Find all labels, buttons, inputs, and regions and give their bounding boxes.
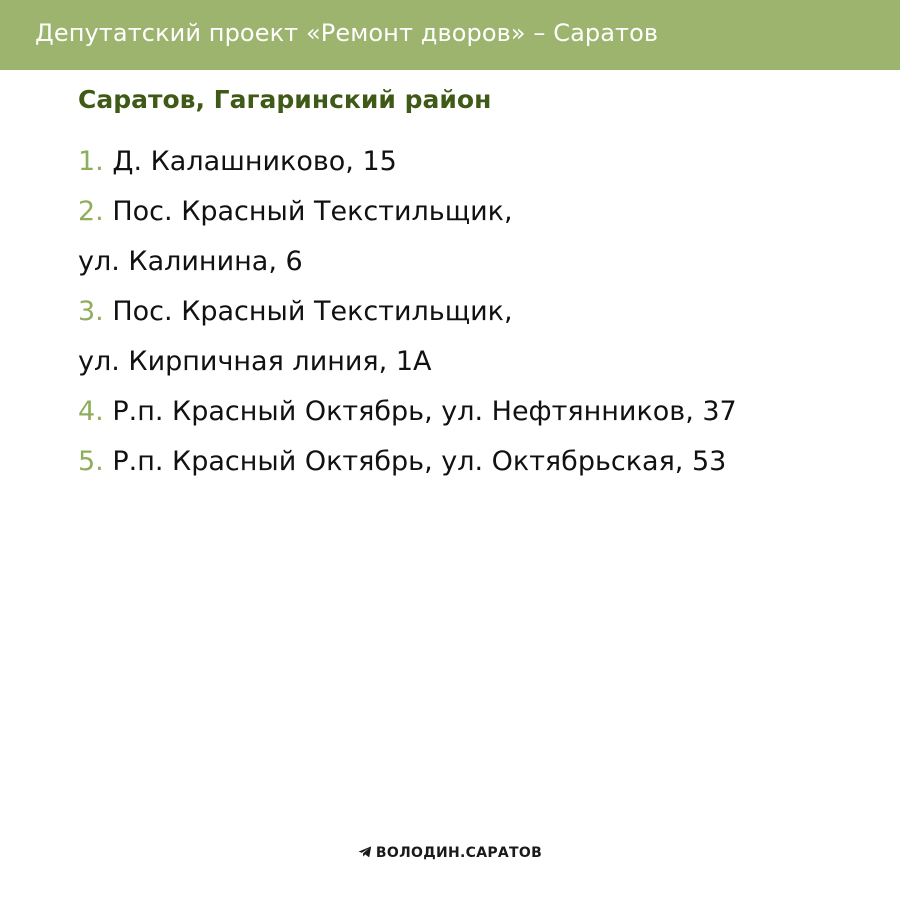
header-title: Депутатский проект «Ремонт дворов» – Саратов bbox=[35, 19, 659, 47]
address-text: Пос. Красный Текстильщик, bbox=[112, 196, 513, 227]
address-item-1 bbox=[78, 146, 397, 177]
address-text: Р.п. Красный Октябрь, ул. Октябрьская, 53 bbox=[112, 446, 727, 477]
address-number: 5. bbox=[78, 446, 104, 477]
address-text: Пос. Красный Текстильщик, bbox=[112, 296, 513, 327]
address-text: ул. Кирпичная линия, 1А bbox=[78, 346, 432, 377]
address-text: Д. Калашниково, 15 bbox=[112, 146, 397, 177]
address-item-2-continuation bbox=[78, 246, 303, 277]
address-item-3-continuation bbox=[78, 346, 432, 377]
address-text: Р.п. Красный Октябрь, ул. Нефтянников, 37 bbox=[112, 396, 737, 427]
footer-brand bbox=[0, 845, 900, 861]
header-band bbox=[0, 0, 900, 70]
district-title: Саратов, Гагаринский район bbox=[78, 85, 492, 114]
address-number: 1. bbox=[78, 146, 104, 177]
address-item-5 bbox=[78, 446, 726, 477]
address-item-4 bbox=[78, 396, 737, 427]
footer-brand-text: ВОЛОДИН.САРАТОВ bbox=[375, 845, 543, 861]
address-text: ул. Калинина, 6 bbox=[78, 246, 303, 277]
telegram-plane-icon bbox=[358, 846, 372, 858]
address-item-2 bbox=[78, 196, 513, 227]
address-number: 3. bbox=[78, 296, 104, 327]
address-number: 4. bbox=[78, 396, 104, 427]
address-item-3 bbox=[78, 296, 513, 327]
address-number: 2. bbox=[78, 196, 104, 227]
